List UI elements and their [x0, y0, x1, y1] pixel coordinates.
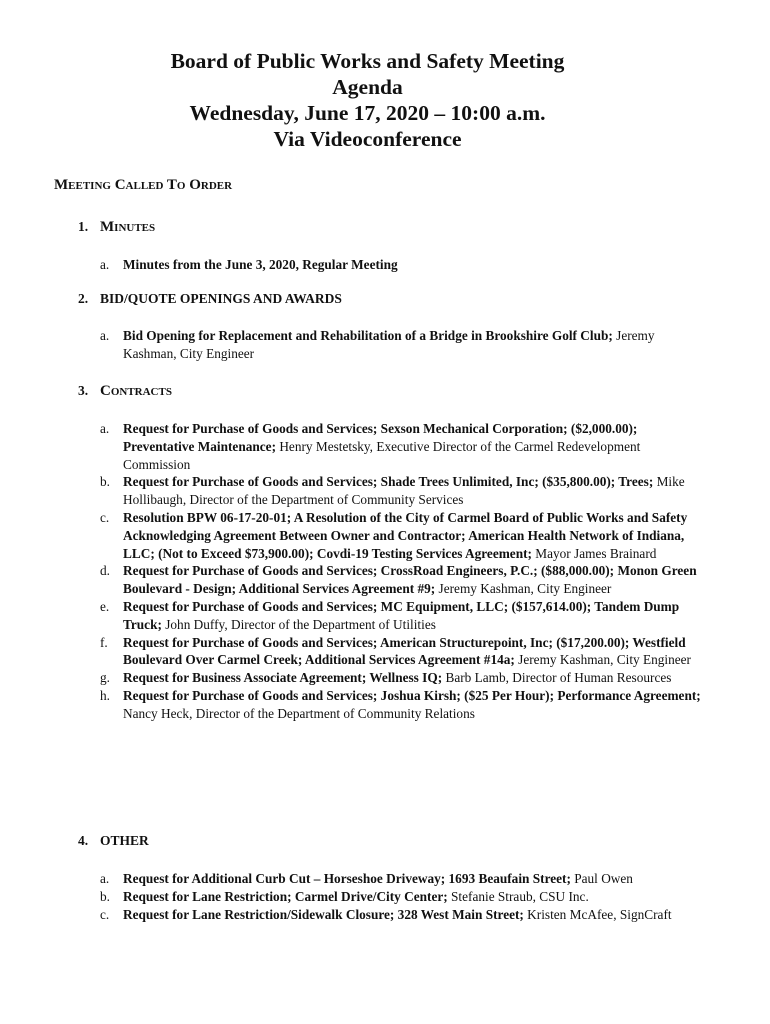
section-heading-contracts — [78, 382, 172, 400]
agenda-item — [100, 420, 710, 473]
title-line-board: Board of Public Works and Safety Meeting — [170, 49, 565, 73]
agenda-item — [100, 473, 710, 509]
section-number: 2. — [78, 291, 89, 306]
item-presenter: Jeremy Kashman, City Engineer — [435, 581, 612, 597]
agenda-item — [100, 870, 710, 888]
agenda-item — [100, 598, 710, 634]
agenda-item — [100, 634, 710, 670]
item-letter: b. — [100, 474, 110, 490]
section-number: 1. — [78, 219, 89, 234]
item-title: Request for Lane Restriction/Sidewalk Closure; 328 West Main Street; — [123, 906, 524, 922]
agenda-item — [100, 509, 710, 562]
item-letter: d. — [100, 563, 110, 579]
item-letter: c. — [100, 509, 110, 525]
section-title: OTHER — [100, 833, 149, 848]
bid-openings-list — [100, 327, 710, 363]
section-number: 3. — [78, 383, 89, 398]
agenda-item — [100, 888, 710, 906]
agenda-item — [100, 256, 710, 274]
item-title: Request for Purchase of Goods and Services; CrossRoad Engineers, P.C.; ($88,000.00); Monon Green Boulevard - Design; Additional Services Agreement #9; — [123, 563, 697, 597]
section-title: Minutes — [100, 219, 156, 235]
section-heading-bid-openings — [78, 290, 342, 308]
item-title: Request for Purchase of Goods and Services; MC Equipment, LLC; ($157,614.00); Tandem Dump Truck; — [123, 598, 680, 632]
contracts-list — [100, 420, 710, 723]
item-title: Request for Business Associate Agreement; Wellness IQ; — [123, 670, 443, 686]
item-letter: a. — [100, 421, 110, 436]
item-presenter: Stefanie Straub, CSU Inc. — [447, 888, 589, 904]
item-letter: b. — [100, 888, 110, 904]
item-title: Bid Opening for Replacement and Rehabilitation of a Bridge in Brookshire Golf Club; — [123, 328, 613, 343]
item-letter: a. — [100, 328, 110, 343]
item-title: Request for Purchase of Goods and Services; Joshua Kirsh; ($25 Per Hour); Performance Agreement; — [123, 687, 701, 703]
section-title: BID/QUOTE OPENINGS AND AWARDS — [100, 291, 342, 306]
item-presenter: Barb Lamb, Director of Human Resources — [442, 670, 672, 686]
item-presenter: John Duffy, Director of the Department of Utilities — [161, 616, 436, 632]
item-title: Request for Lane Restriction; Carmel Drive/City Center; — [123, 888, 448, 904]
item-letter: f. — [100, 634, 108, 650]
agenda-item — [100, 669, 710, 687]
item-title: Request for Purchase of Goods and Services; Sexson Mechanical Corporation; ($2,000.00); Preventative Maintenance; — [123, 421, 638, 454]
document-title — [0, 48, 735, 152]
item-title: Resolution BPW 06-17-20-01; A Resolution of the City of Carmel Board of Public Works and Safety Acknowledging Agreement Between Owner and Contractor; American Health Network of Indiana, LLC; (Not to Exceed $73,900.00); Covdi-19 Testing Services Agreement; — [123, 509, 688, 561]
item-letter: h. — [100, 687, 110, 703]
section-number: 4. — [78, 833, 89, 848]
agenda-item — [100, 687, 710, 723]
item-presenter: Mayor James Brainard — [531, 545, 657, 561]
title-line-venue: Via Videoconference — [273, 127, 462, 151]
item-presenter: Jeremy Kashman, City Engineer — [123, 328, 655, 361]
meeting-called-to-order: Meeting Called To Order — [54, 177, 233, 193]
item-title: Request for Purchase of Goods and Services; American Structurepoint, Inc; ($17,200.00); Westfield Boulevard Over Carmel Creek; Additional Services Agreement #14a; — [123, 634, 686, 668]
section-heading-minutes — [78, 218, 155, 236]
item-letter: c. — [100, 906, 110, 922]
item-letter: e. — [100, 598, 110, 614]
item-presenter: Henry Mestetsky, Executive Director of the Carmel Redevelopment Commission — [123, 438, 641, 472]
item-title: Request for Additional Curb Cut – Horseshoe Driveway; 1693 Beaufain Street; — [123, 871, 571, 886]
item-presenter: Mike Hollibaugh, Director of the Department of Community Services — [123, 474, 685, 508]
other-list — [100, 870, 710, 923]
agenda-item — [100, 562, 710, 598]
minutes-list — [100, 256, 710, 274]
section-heading-other — [78, 832, 149, 850]
item-presenter: Jeremy Kashman, City Engineer — [514, 652, 691, 668]
agenda-item — [100, 327, 710, 363]
item-presenter: Kristen McAfee, SignCraft — [523, 906, 672, 922]
item-letter: a. — [100, 871, 110, 886]
item-title: Request for Purchase of Goods and Services; Shade Trees Unlimited, Inc; ($35,800.00); Trees; — [123, 474, 654, 490]
title-line-agenda: Agenda — [332, 75, 403, 99]
item-presenter: Paul Owen — [570, 871, 633, 886]
title-line-date: Wednesday, June 17, 2020 – 10:00 a.m. — [189, 101, 546, 125]
item-letter: a. — [100, 257, 110, 272]
section-title: Contracts — [100, 383, 172, 399]
item-presenter: Nancy Heck, Director of the Department of Community Relations — [123, 705, 475, 721]
item-title: Minutes from the June 3, 2020, Regular Meeting — [123, 257, 398, 272]
agenda-item — [100, 906, 710, 924]
item-letter: g. — [100, 670, 110, 686]
